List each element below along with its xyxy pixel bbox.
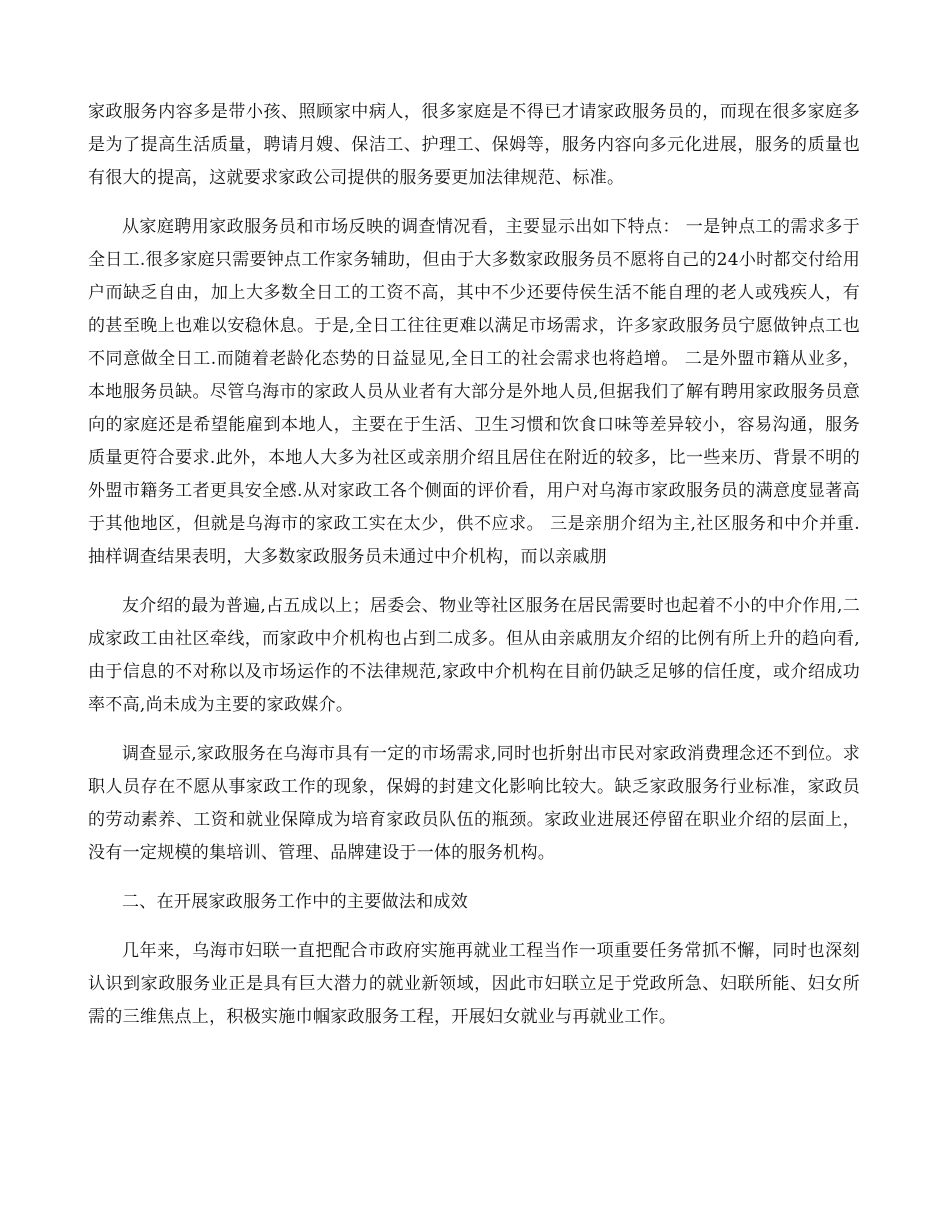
document-page bbox=[88, 96, 860, 1050]
section-heading: 二、在开展家政服务工作中的主要做法和成效 bbox=[122, 892, 468, 912]
paragraph-1: 家政服务内容多是带小孩、照顾家中病人，很多家庭是不得已才请家政服务员的，而现在很多家庭多是为了提高生活质量，聘请月嫂、保洁工、护理工、保姆等，服务内容向多元化进展，服务的质量也有很大的提高，这就要求家政公司提供的服务要更加法律规范、标准。 bbox=[88, 102, 860, 188]
paragraph-3: 友介绍的最为普遍,占五成以上；居委会、物业等社区服务在居民需要时也起着不小的中介作用,二成家政工由社区牵线，而家政中介机构也占到二成多。但从由亲戚朋友介绍的比例有所上升的趋向看,由于信息的不对称以及市场运作的不法律规范,家政中介机构在目前仍缺乏足够的信任度，或介绍成功率不高,尚未成为主要的家政媒介。 bbox=[88, 596, 861, 715]
paragraph-4: 调查显示,家政服务在乌海市具有一定的市场需求,同时也折射出市民对家政消费理念还不到位。求职人员存在不愿从事家政工作的现象，保姆的封建文化影响比较大。缺乏家政服务行业标准，家政员的劳动素养、工资和就业保障成为培育家政员队伍的瓶颈。家政业进展还停留在职业介绍的层面上，没有一定规模的集培训、管理、品牌建设于一体的服务机构。 bbox=[88, 744, 861, 863]
paragraph-5: 几年来，乌海市妇联一直把配合市政府实施再就业工程当作一项重要任务常抓不懈，同时也深刻认识到家政服务业正是具有巨大潜力的就业新领域，因此市妇联立足于党政所急、妇联所能、妇女所需的三维焦点上，积极实施巾帼家政服务工程，开展妇女就业与再就业工作。 bbox=[88, 941, 860, 1027]
paragraph-2: 从家庭聘用家政服务员和市场反映的调查情况看，主要显示出如下特点： 一是钟点工的需求多于全日工.很多家庭只需要钟点工作家务辅助，但由于大多数家政服务员不愿将自己的24小时都交付给用户而缺乏自由，加上大多数全日工的工资不高，其中不少还要侍侯生活不能自理的老人或残疾人，有的甚至晚上也难以安稳休息。于是,全日工往往更难以满足市场需求，许多家政服务员宁愿做钟点工也不同意做全日工.而随着老龄化态势的日益显见,全日工的社会需求也将趋增。 二是外盟市籍从业多，本地服务员缺。尽管乌海市的家政人员从业者有大部分是外地人员,但据我们了解有聘用家政服务员意向的家庭还是希望能雇到本地人，主要在于生活、卫生习惯和饮食口味等差异较小，容易沟通，服务质量更符合要求.此外，本地人大多为社区或亲朋介绍且居住在附近的较多，比一些来历、背景不明的外盟市籍务工者更具安全感.从对家政工各个侧面的评价看，用户对乌海市家政服务员的满意度显著高于其他地区，但就是乌海市的家政工实在太少，供不应求。 三是亲朋介绍为主,社区服务和中介并重.抽样调查结果表明，大多数家政服务员未通过中介机构，而以亲戚朋 bbox=[88, 217, 860, 567]
